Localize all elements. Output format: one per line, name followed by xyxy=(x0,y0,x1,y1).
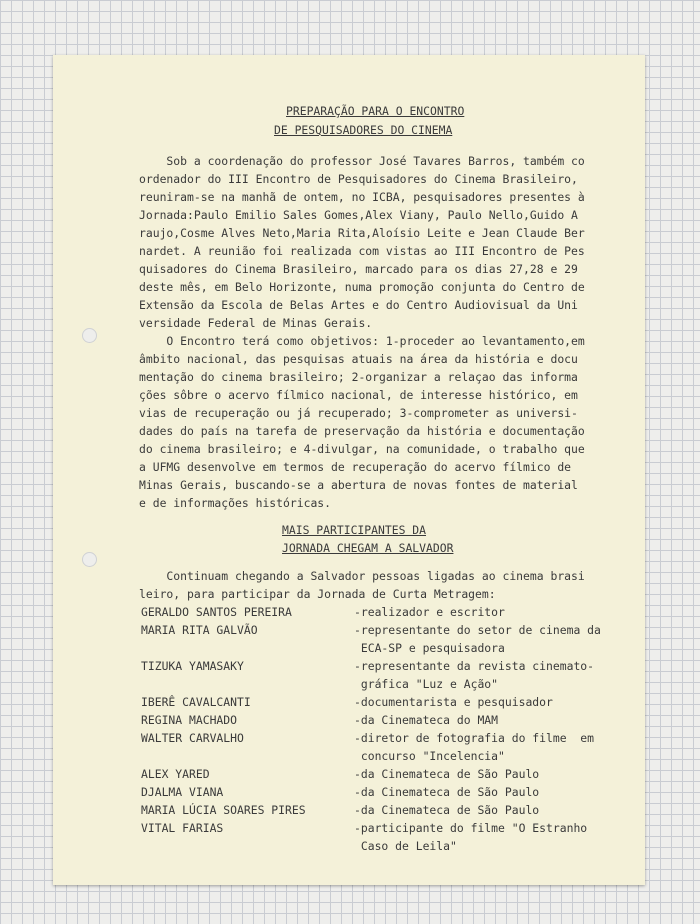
participant-role: -representante da revista cinemato- xyxy=(354,659,595,673)
participant-role: gráfica "Luz e Ação" xyxy=(354,677,499,691)
punch-hole xyxy=(82,552,97,567)
participant-name: GERALDO SANTOS PEREIRA xyxy=(141,605,292,619)
participant-role: -da Cinemateca do MAM xyxy=(354,713,499,727)
participant-name: IBERÊ CAVALCANTI xyxy=(141,695,251,709)
participant-role: -diretor de fotografia do filme em xyxy=(354,731,595,745)
participant-name: MARIA RITA GALVÃO xyxy=(141,623,258,637)
participant-role: -participante do filme "O Estranho xyxy=(354,821,588,835)
body-1-line: vias de recuperação ou já recuperado; 3-comprometer as universi- xyxy=(139,406,578,420)
participant-role: -realizador e escritor xyxy=(354,605,505,619)
participant-role: ECA-SP e pesquisadora xyxy=(354,641,505,655)
participant-name: DJALMA VIANA xyxy=(141,785,224,799)
participant-role: Caso de Leila" xyxy=(354,839,457,853)
participant-name: WALTER CARVALHO xyxy=(141,731,244,745)
participant-role: -da Cinemateca de São Paulo xyxy=(354,803,540,817)
participant-name: MARIA LÚCIA SOARES PIRES xyxy=(141,803,306,817)
participant-role: -da Cinemateca de São Paulo xyxy=(354,767,540,781)
participant-name: ALEX YARED xyxy=(141,767,210,781)
body-1-line: âmbito nacional, das pesquisas atuais na área da história e docu xyxy=(139,352,578,366)
body-1-line: dades do país na tarefa de preservação da história e documentação xyxy=(139,424,585,438)
participant-name: TIZUKA YAMASAKY xyxy=(141,659,244,673)
participant-name: REGINA MACHADO xyxy=(141,713,238,727)
body-1-line: ordenador do III Encontro de Pesquisadores do Cinema Brasileiro, xyxy=(139,172,578,186)
heading-2-line-2: JORNADA CHEGAM A SALVADOR xyxy=(282,541,454,555)
heading-1-line-1: PREPARAÇÃO PARA O ENCONTRO xyxy=(286,104,465,118)
participant-name: VITAL FARIAS xyxy=(141,821,224,835)
body-1-line: raujo,Cosme Alves Neto,Maria Rita,Aloísio Leite e Jean Claude Ber xyxy=(139,226,585,240)
body-1-line: Sob a coordenação do professor José Tavares Barros, também co xyxy=(139,154,585,168)
participant-role: concurso "Incelencia" xyxy=(354,749,505,763)
participant-role: -representante do setor de cinema da xyxy=(354,623,601,637)
heading-2-line-1: MAIS PARTICIPANTES DA xyxy=(282,523,427,537)
body-1-line: deste mês, em Belo Horizonte, numa promoção conjunta do Centro de xyxy=(139,280,585,294)
document-text xyxy=(53,55,645,853)
participant-role: -da Cinemateca de São Paulo xyxy=(354,785,540,799)
body-1-line: do cinema brasileiro; e 4-divulgar, na comunidade, o trabalho que xyxy=(139,442,585,456)
body-1-line: Jornada:Paulo Emilio Sales Gomes,Alex Viany, Paulo Nello,Guido A xyxy=(139,208,578,222)
body-1-line: Extensão da Escola de Belas Artes e do Centro Audiovisual da Uni xyxy=(139,298,578,312)
body-1-line: a UFMG desenvolve em termos de recuperação do acervo fílmico de xyxy=(139,460,572,474)
body-1-line: versidade Federal de Minas Gerais. xyxy=(139,316,373,330)
body-2-line: Continuam chegando a Salvador pessoas ligadas ao cinema brasi xyxy=(139,569,585,583)
body-1-line: e de informações históricas. xyxy=(139,496,332,510)
body-1-line: mentação do cinema brasileiro; 2-organizar a relaçao das informa xyxy=(139,370,578,384)
body-1-line: O Encontro terá como objetivos: 1-proceder ao levantamento,em xyxy=(139,334,585,348)
typed-document-page xyxy=(53,55,645,885)
heading-1-line-2: DE PESQUISADORES DO CINEMA xyxy=(274,123,453,137)
body-1-line: reuniram-se na manhã de ontem, no ICBA, pesquisadores presentes à xyxy=(139,190,585,204)
body-1-line: nardet. A reunião foi realizada com vistas ao III Encontro de Pes xyxy=(139,244,585,258)
body-1-line: Minas Gerais, buscando-se a abertura de novas fontes de material xyxy=(139,478,578,492)
body-1-line: quisadores do Cinema Brasileiro, marcado para os dias 27,28 e 29 xyxy=(139,262,578,276)
participant-role: -documentarista e pesquisador xyxy=(354,695,553,709)
body-1-line: ções sôbre o acervo fílmico nacional, de interesse histórico, em xyxy=(139,388,578,402)
body-2-line: leiro, para participar da Jornada de Curta Metragem: xyxy=(139,587,496,601)
